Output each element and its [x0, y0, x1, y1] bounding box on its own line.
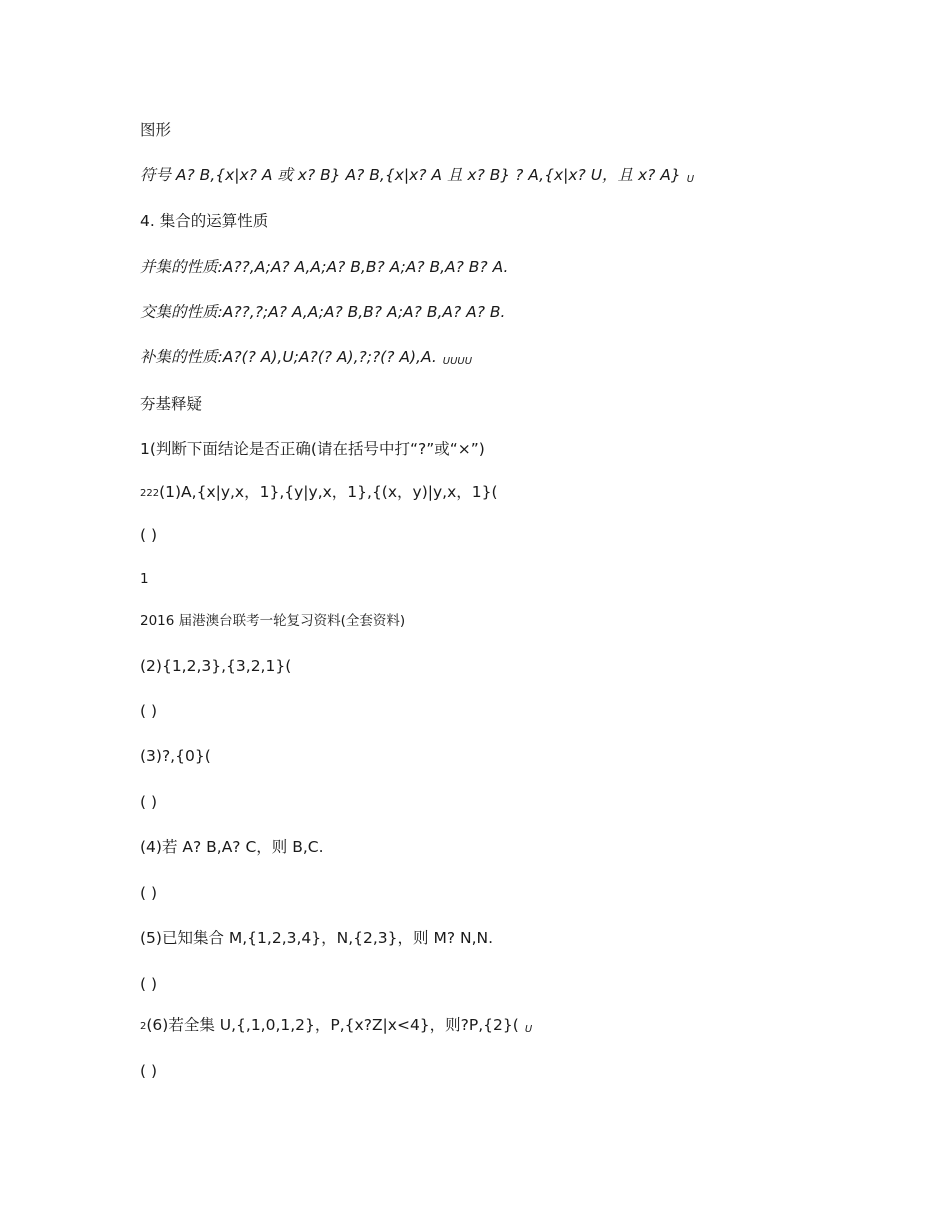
symbol-row	[140, 165, 694, 190]
symbol-row-text: 符号 A? B,{x|x? A 或 x? B} A? B,{x|x? A 且 x? B} ? A,{x|x? U，且 x? A}	[140, 166, 681, 184]
running-header: 2016 届港澳台联考一轮复习资料(全套资料)	[140, 613, 406, 629]
page-number: 1	[140, 571, 149, 587]
answer-4-parentheses: ( )	[140, 884, 158, 902]
section-4-heading: 4. 集合的运算性质	[140, 212, 269, 230]
question-1-6-subscript: U	[524, 1024, 533, 1035]
question-1-1	[140, 482, 498, 504]
question-1-1-prefix: 222	[140, 488, 160, 499]
symbol-row-subscript: U	[686, 174, 695, 185]
answer-6-parentheses: ( )	[140, 1062, 158, 1080]
answer-2-parentheses: ( )	[140, 702, 158, 720]
intersection-properties: 交集的性质:A??,?;A? A,A;A? B,B? A;A? B,A? A? B.	[140, 303, 506, 321]
question-1-6-text: (6)若全集 U,{,1,0,1,2}，P,{x?Z|x<4}，则?P,{2}(	[146, 1016, 519, 1034]
question-1-4: (4)若 A? B,A? C，则 B,C.	[140, 838, 324, 856]
question-1-3: (3)?,{0}(	[140, 747, 211, 765]
question-1-6-prefix: 2	[140, 1021, 147, 1032]
question-1-5: (5)已知集合 M,{1,2,3,4}，N,{2,3}，则 M? N,N.	[140, 929, 494, 947]
question-1-prompt: 1(判断下面结论是否正确(请在括号中打“?”或“×”)	[140, 440, 485, 458]
complement-properties-text: 补集的性质:A?(? A),U;A?(? A),?;?(? A),A.	[140, 348, 437, 366]
answer-3-parentheses: ( )	[140, 793, 158, 811]
complement-properties-subscript: UUUU	[442, 356, 473, 367]
question-1-1-text: (1)A,{x|y,x，1},{y|y,x，1},{(x，y)|y,x，1}(	[159, 483, 498, 501]
answer-1-parentheses: ( )	[140, 526, 158, 544]
union-properties: 并集的性质:A??,A;A? A,A;A? B,B? A;A? B,A? B? A.	[140, 258, 509, 276]
answer-5-parentheses: ( )	[140, 975, 158, 993]
complement-properties	[140, 347, 472, 372]
question-1-6	[140, 1015, 532, 1040]
figure-label: 图形	[140, 121, 172, 139]
question-1-2: (2){1,2,3},{3,2,1}(	[140, 657, 292, 675]
basics-title: 夯基释疑	[140, 395, 203, 413]
